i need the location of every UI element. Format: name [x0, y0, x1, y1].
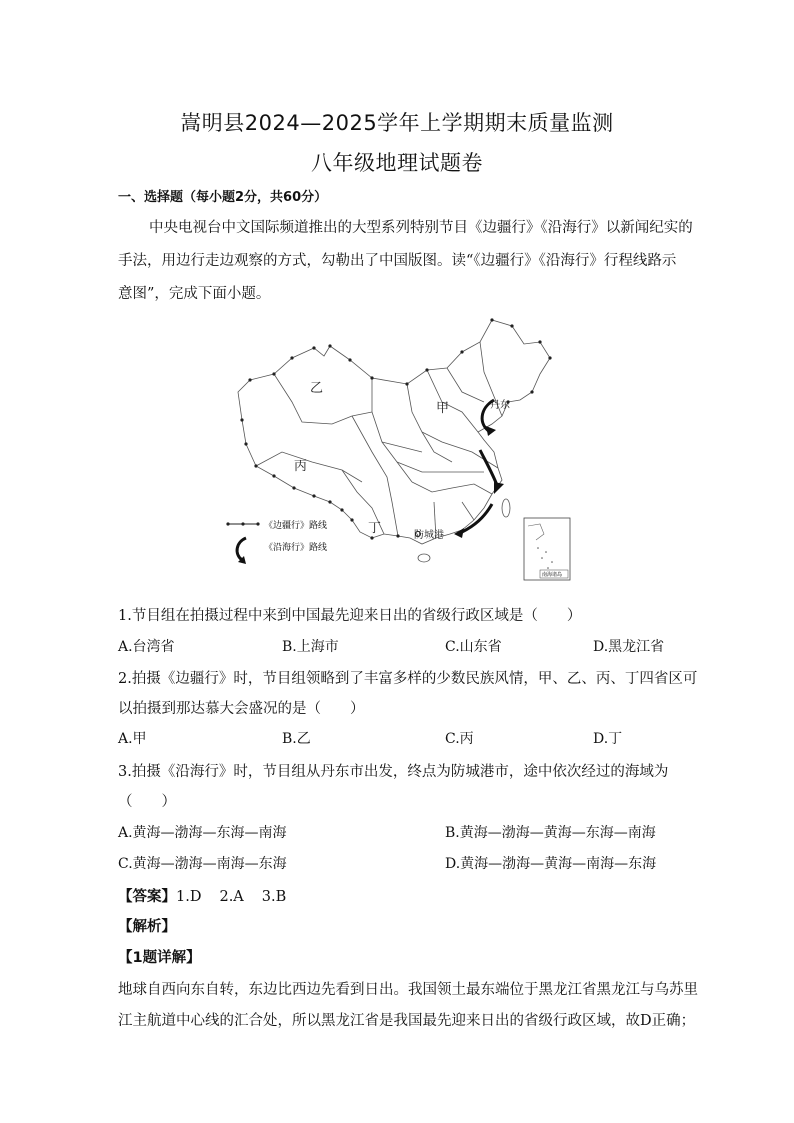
intro-line-3: 意图”，完成下面小题。	[118, 286, 271, 302]
answer-3: 3.B	[261, 889, 287, 905]
q2-option-b: B.乙	[282, 731, 311, 747]
legend-coast: 《沿海行》路线	[264, 543, 328, 553]
q3-option-a: A.黄海—渤海—东海—南海	[118, 825, 287, 841]
q3-option-d: D.黄海—渤海—黄海—南海—东海	[445, 856, 657, 872]
label-ding: 丁	[368, 521, 382, 536]
q2-option-a: A.甲	[118, 731, 147, 747]
border-route-dots	[240, 318, 551, 539]
inset-label: 南海诸岛	[542, 572, 563, 578]
intro-line-2: 手法，用边行走边观察的方式，勾勒出了中国版图。读“《边疆行》《沿海行》行程线路示	[118, 253, 677, 269]
answer-label: 【答案】	[118, 889, 176, 905]
legend-border: 《边疆行》路线	[264, 521, 328, 531]
exam-subtitle: 八年级地理试题卷	[311, 151, 483, 175]
question-1-stem: 1.节目组在拍摄过程中来到中国最先迎来日出的省级行政区域是（ ）	[118, 608, 582, 624]
question-3-stem-2: （ ）	[118, 794, 176, 810]
label-bing: 丙	[294, 459, 308, 474]
label-jia: 甲	[436, 401, 450, 416]
q1-option-d: D.黑龙江省	[593, 639, 665, 655]
q2-option-c: C.丙	[445, 731, 474, 747]
question-2-stem-1: 2.拍摄《边疆行》时，节目组领略到了丰富多样的少数民族风情，甲、乙、丙、丁四省区可	[118, 671, 698, 687]
analysis-text-1: 地球自西向东自转，东边比西边先看到日出。我国领土最东端位于黑龙江省黑龙江与乌苏里	[118, 982, 698, 998]
label-fangchenggang: 防城港	[414, 530, 444, 541]
label-yi: 乙	[310, 381, 324, 396]
q3-option-c: C.黄海—渤海—南海—东海	[118, 856, 287, 872]
analysis-label: 【解析】	[118, 919, 176, 935]
answer-line	[118, 885, 304, 906]
answer-1: 1.D	[176, 889, 202, 905]
intro-line-1: 中央电视台中文国际频道推出的大型系列特别节目《边疆行》《沿海行》以新闻纪实的	[149, 220, 693, 236]
analysis-text-2: 江主航道中心线的汇合处，所以黑龙江省是我国最先迎来日出的省级行政区域，故D正确；	[118, 1013, 696, 1029]
question-2-stem-2: 以拍摄到那达慕大会盛况的是（ ）	[118, 701, 365, 717]
q1-option-a: A.台湾省	[118, 639, 175, 655]
south-sea-inset	[524, 518, 570, 580]
q3-option-b: B.黄海—渤海—黄海—东海—南海	[445, 825, 656, 841]
china-outline	[238, 320, 550, 544]
analysis-subheading: 【1题详解】	[118, 950, 201, 966]
answer-2: 2.A	[219, 889, 244, 905]
question-3-stem-1: 3.拍摄《沿海行》时，节目组从丹东市出发，终点为防城港市，途中依次经过的海域为	[118, 764, 669, 780]
q1-option-b: B.上海市	[282, 639, 339, 655]
section-heading: 一、选择题（每小题2分，共60分）	[118, 190, 328, 205]
q1-option-c: C.山东省	[445, 639, 502, 655]
exam-title: 嵩明县2024—2025学年上学期期末质量监测	[180, 111, 614, 135]
label-dandong: 丹东	[490, 400, 510, 411]
map-legend	[226, 519, 327, 564]
route-map	[222, 312, 578, 584]
q2-option-d: D.丁	[593, 731, 623, 747]
